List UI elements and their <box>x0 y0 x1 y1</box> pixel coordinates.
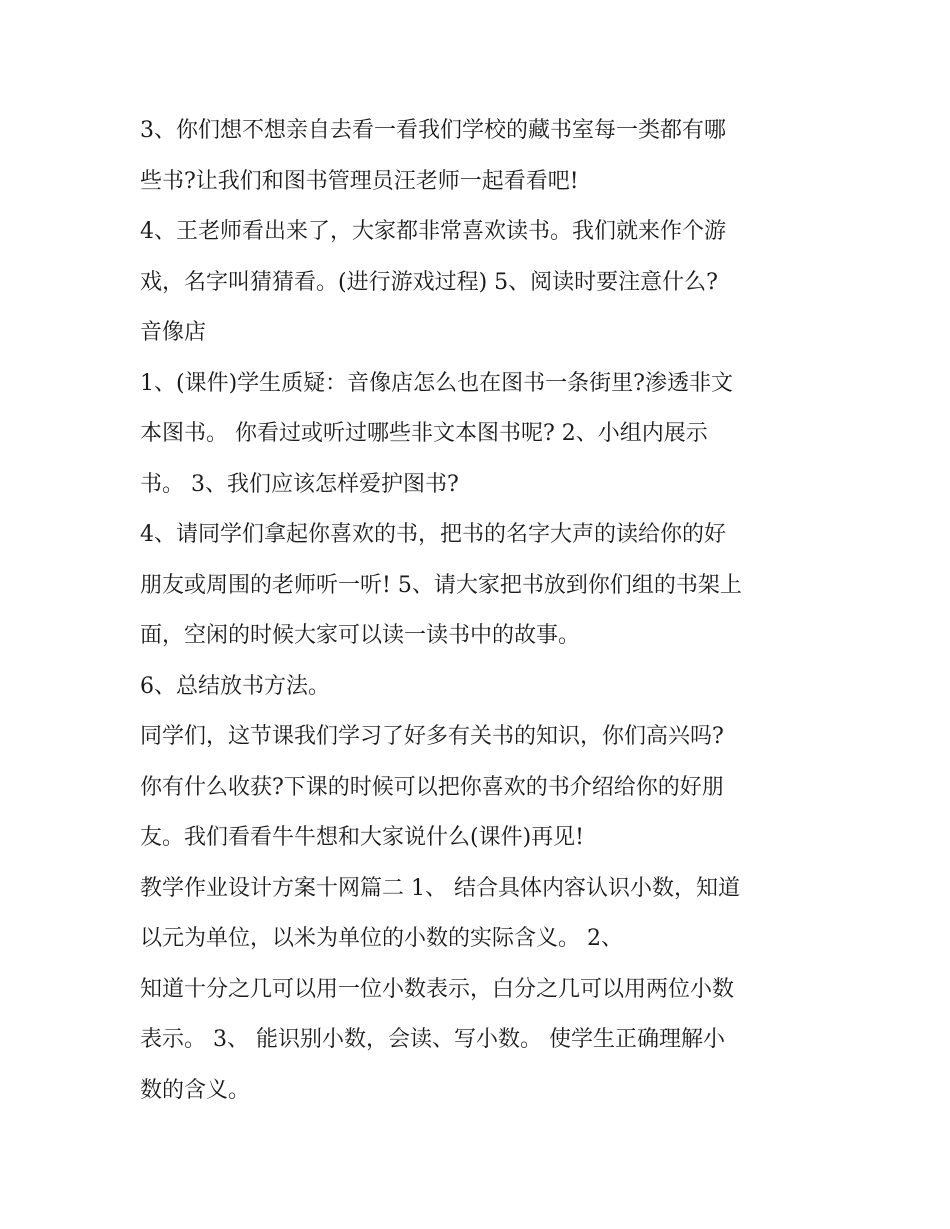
text-line-14: 你有什么收获?下课的时候可以把你喜欢的书介绍给你的好朋 <box>140 774 724 800</box>
text-line-6: 1、(课件)学生质疑：音像店怎么也在图书一条街里?渗透非文 <box>140 370 733 396</box>
text-line-9: 4、请同学们拿起你喜欢的书，把书的名字大声的读给你的好 <box>140 522 726 547</box>
text-line-13: 同学们，这节课我们学习了好多有关书的知识，你们高兴吗? <box>140 724 724 749</box>
text-line-7: 本图书。 你看过或听过哪些非文本图书呢? 2、小组内展示 <box>140 421 708 446</box>
text-line-19: 表示。 3、 能识别小数，会读、写小数。 使学生正确理解小 <box>140 1027 725 1052</box>
text-line-3: 4、王老师看出来了，大家都非常喜欢读书。我们就来作个游 <box>140 219 726 244</box>
text-line-4: 戏，名字叫猜猜看。(进行游戏过程) 5、阅读时要注意什么? <box>140 269 718 295</box>
text-line-17: 以元为单位，以米为单位的小数的实际含义。 2、 <box>140 926 623 951</box>
text-line-8: 书。 3、我们应该怎样爱护图书? <box>140 471 459 497</box>
section-heading-audio-video-store: 音像店 <box>140 320 207 345</box>
text-line-15: 友。我们看看牛牛想和大家说什么(课件)再见! <box>140 825 585 850</box>
text-line-2: 些书?让我们和图书管理员汪老师一起看看吧! <box>140 168 579 194</box>
text-line-18: 知道十分之几可以用一位小数表示，白分之几可以用两位小数 <box>140 976 735 1002</box>
text-line-12: 6、总结放书方法。 <box>140 673 330 699</box>
text-line-20: 数的含义。 <box>140 1077 251 1103</box>
text-line-16: 教学作业设计方案十网篇二 1、 结合具体内容认识小数，知道 <box>140 875 740 901</box>
document-body <box>140 106 820 1116</box>
text-line-10: 朋友或周围的老师听一听! 5、请大家把书放到你们组的书架上 <box>140 572 742 598</box>
text-line-11: 面，空闲的时候大家可以读一读书中的故事。 <box>140 623 581 648</box>
text-line-1: 3、你们想不想亲自去看一看我们学校的藏书室每一类都有哪 <box>140 118 726 143</box>
